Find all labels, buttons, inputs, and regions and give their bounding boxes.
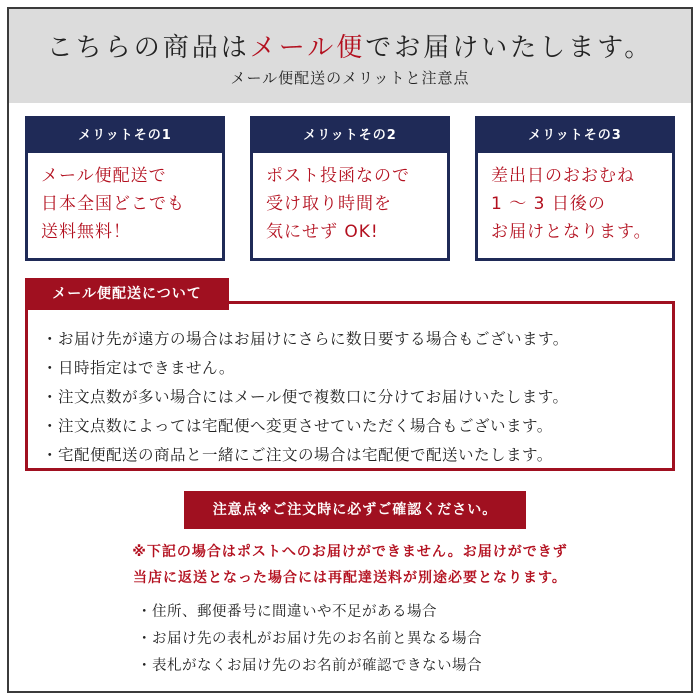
merit-line: 気にせず OK! [266, 222, 379, 242]
merit-line: 受け取り時間を [266, 194, 392, 214]
merit-card-1 [25, 116, 225, 261]
about-label: メール便配送について [25, 278, 229, 310]
list-item: ・表札がなくお届け先のお名前が確認できない場合 [137, 658, 482, 674]
list-item: ・住所、郵便番号に間違いや不足がある場合 [137, 604, 437, 620]
title-prefix: こちらの商品は [46, 33, 250, 63]
merit-line: お届けとなります。 [491, 222, 652, 242]
merit-line: ポスト投函なので [266, 166, 410, 186]
merit-card-3 [475, 116, 675, 261]
page-title [9, 27, 691, 64]
list-item: ・日時指定はできません。 [42, 359, 235, 377]
merit-line: 送料無料！ [41, 222, 131, 242]
merit-card-label: メリットその1 [28, 119, 222, 153]
list-item: ・宅配便配送の商品と一緒にご注文の場合は宅配便で配送いたします。 [42, 446, 553, 464]
merit-card-text [253, 153, 447, 246]
list-item: ・注文点数が多い場合にはメール便で複数口に分けてお届けいたします。 [42, 388, 569, 406]
case-list [137, 599, 482, 680]
list-item: ・お届け先の表札がお届け先のお名前と異なる場合 [137, 631, 482, 647]
merit-line: 日本全国どこでも [41, 194, 185, 214]
merit-line: メール便配送で [41, 166, 167, 186]
title-accent: メール便 [249, 33, 366, 63]
list-item: ・お届け先が遠方の場合はお届けにさらに数日要する場合もございます。 [42, 330, 569, 348]
list-item: ・注文点数によっては宅配便へ変更させていただく場合もございます。 [42, 417, 553, 435]
merit-card-text [28, 153, 222, 246]
merit-card-label: メリットその2 [253, 119, 447, 153]
merit-line: 1 〜 3 日後の [491, 194, 606, 214]
merit-line: 差出日のおおむね [491, 166, 635, 186]
about-box [25, 301, 675, 471]
header-banner [9, 9, 691, 103]
title-suffix: でお届けいたします。 [365, 33, 654, 63]
notice-label: 注意点※ご注文時に必ずご確認ください。 [184, 491, 526, 529]
warning-line: ※下記の場合はポストへのお届けができません。お届けができず [132, 544, 568, 560]
merit-card-text [478, 153, 672, 246]
info-panel [7, 7, 693, 693]
merit-card-label: メリットその3 [478, 119, 672, 153]
merit-card-2 [250, 116, 450, 261]
page-subtitle: メール便配送のメリットと注意点 [230, 69, 470, 87]
warning-text [9, 539, 691, 591]
about-list [42, 325, 569, 470]
warning-line: 当店に返送となった場合には再配達送料が別途必要となります。 [133, 570, 567, 586]
